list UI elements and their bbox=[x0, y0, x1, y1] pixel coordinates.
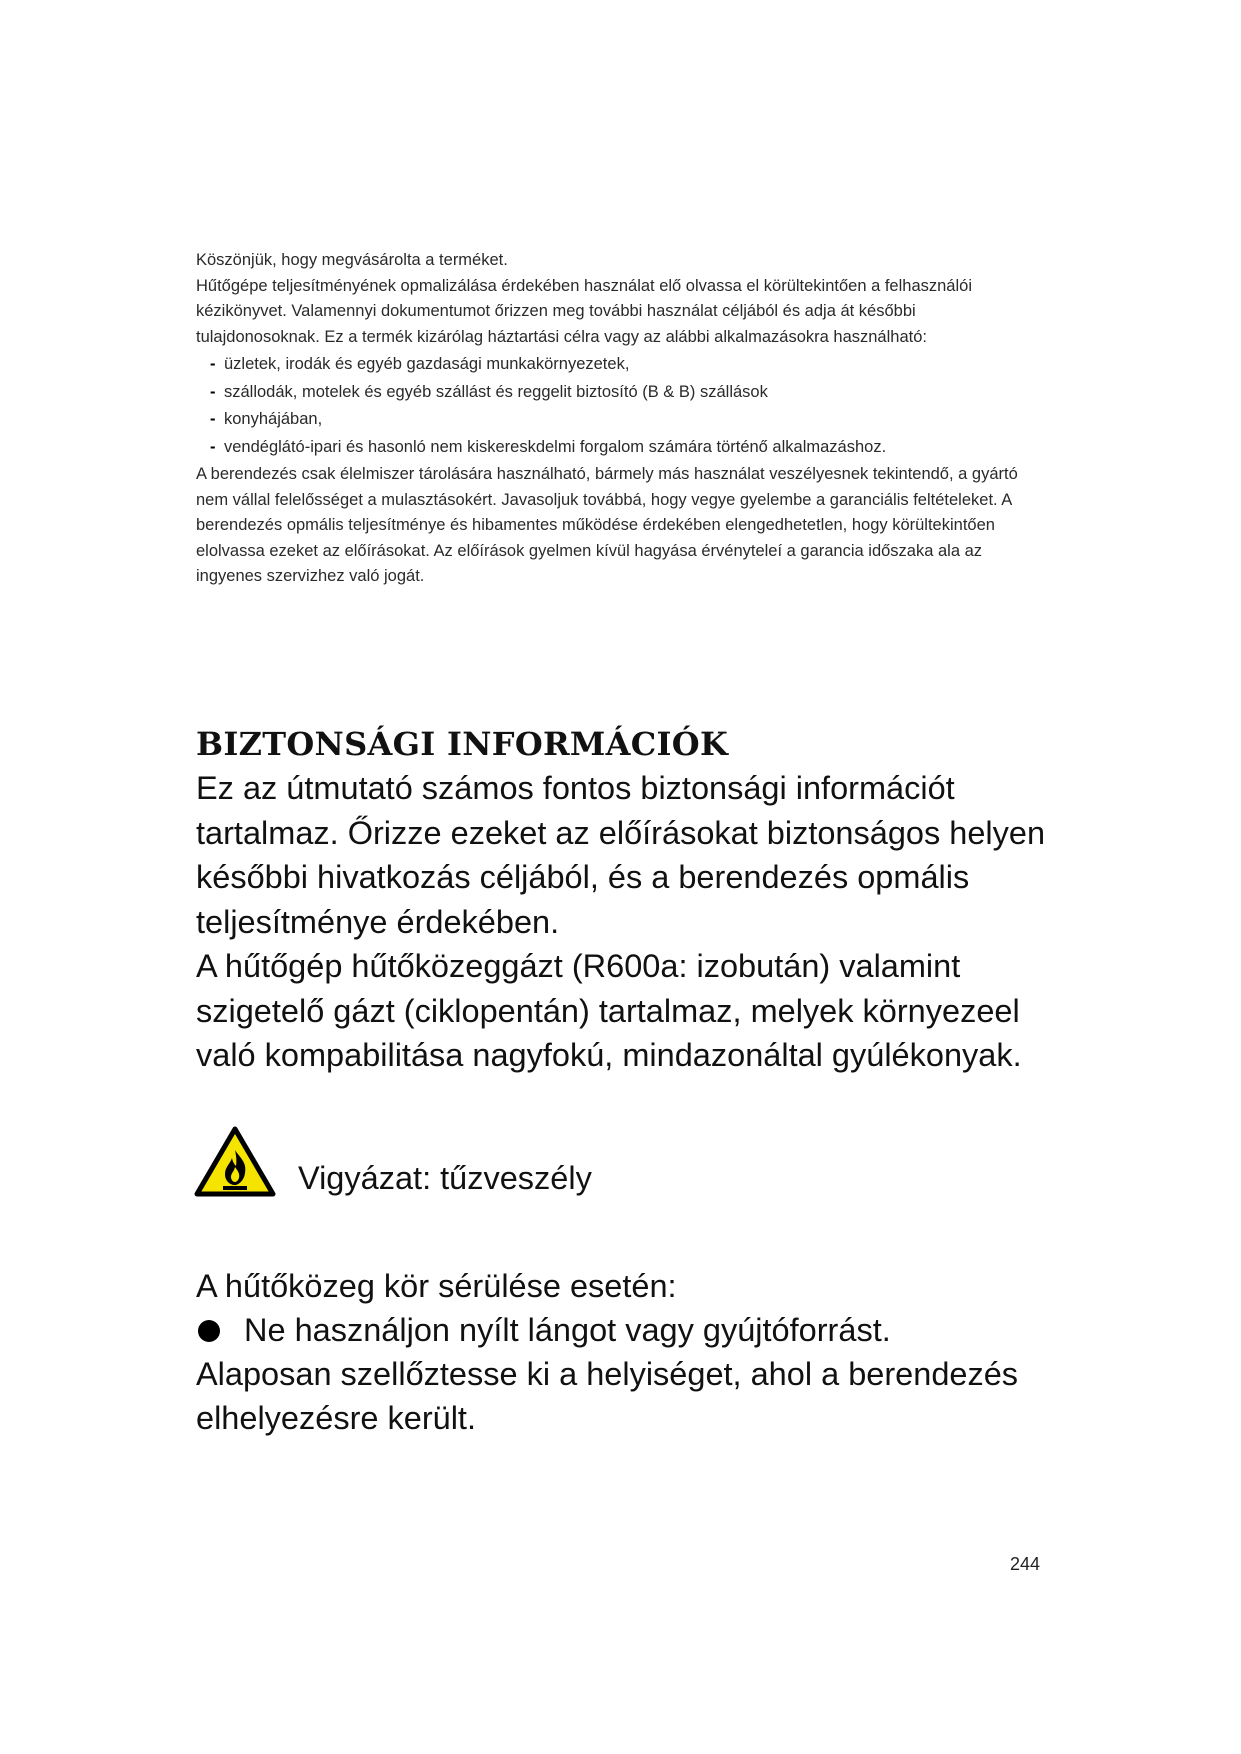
safety-paragraph-2: A hűtőgép hűtőközeggázt (R600a: izobután) valamint szigetelő gázt (ciklopentán) tartalmaz, melyek környezeel való kompabilitása nagyfokú, mindazonáltal gyúlékonyak. bbox=[196, 948, 1022, 1073]
uses-list bbox=[196, 352, 1036, 460]
intro-section bbox=[196, 248, 1036, 590]
leak-paragraph: Alaposan szellőztesse ki a helyiséget, ahol a berendezés elhelyezésre került. bbox=[196, 1356, 1019, 1436]
safety-body bbox=[196, 766, 1076, 1078]
intro-paragraph-1: Hűtőgépe teljesítményének opmalizálása érdekében használat elő olvassa el körültekintően a felhasználói kézikönyvet. Valamennyi dokumentumot őrizzen meg további használat céljából és adja át későbbi tulajdonosoknak. Ez a termék kizárólag háztartási célra vagy az alábbi alkalmazásokra használható: bbox=[196, 276, 972, 346]
dash-icon: - bbox=[210, 382, 216, 401]
bullet-icon bbox=[198, 1320, 220, 1342]
safety-paragraph-1: Ez az útmutató számos fontos biztonsági információt tartalmaz. Őrizze ezeket az előírásokat biztonságos helyen későbbi hivatkozás céljából, és a berendezés opmális teljesítménye érdekében. bbox=[196, 770, 1046, 940]
list-item: - vendéglátó-ipari és hasonló nem kiskereskdelmi forgalom számára történő alkalmazáshoz. bbox=[196, 435, 1036, 461]
dash-icon: - bbox=[210, 410, 216, 428]
leak-bullet: Ne használjon nyílt lángot vagy gyújtóforrást. bbox=[196, 1308, 1076, 1352]
leak-section bbox=[196, 1264, 1076, 1440]
intro-thanks: Köszönjük, hogy megvásárolta a terméket. bbox=[196, 251, 508, 269]
page-number: 244 bbox=[1010, 1554, 1041, 1574]
list-item: - üzletek, irodák és egyéb gazdasági munkakörnyezetek, bbox=[196, 352, 1036, 378]
intro-paragraph-2: A berendezés csak élelmiszer tárolására használható, bármely más használat veszélyesnek tekintendő, a gyártó nem vállal felelősséget a mulasztásokért. Javasoljuk továbbá, hogy vegye gyelembe a garanciális feltételeket. A berendezés opmális teljesítménye és hibamentes működése érdekében elengedhetetlen, hogy körültekintően elolvassa ezeket az előírásokat. Az előírások gyelmen kívül hagyása érvényteleí a garancia időszaka ala az ingyenes szervizhez való jogát. bbox=[196, 465, 1018, 585]
fire-warning bbox=[194, 1126, 894, 1206]
flammable-warning-icon bbox=[194, 1126, 276, 1198]
warning-label: Vigyázat: tűzveszély bbox=[298, 1160, 592, 1196]
dash-icon: - bbox=[210, 355, 216, 373]
safety-title: BIZTONSÁGI INFORMÁCIÓK bbox=[196, 725, 729, 763]
dash-icon: - bbox=[210, 437, 216, 456]
leak-heading: A hűtőközeg kör sérülése esetén: bbox=[196, 1268, 677, 1304]
list-item: - konyhájában, bbox=[196, 407, 1036, 433]
list-item: - szállodák, motelek és egyéb szállást és reggelit biztosító (B & B) szállások bbox=[196, 380, 1036, 406]
